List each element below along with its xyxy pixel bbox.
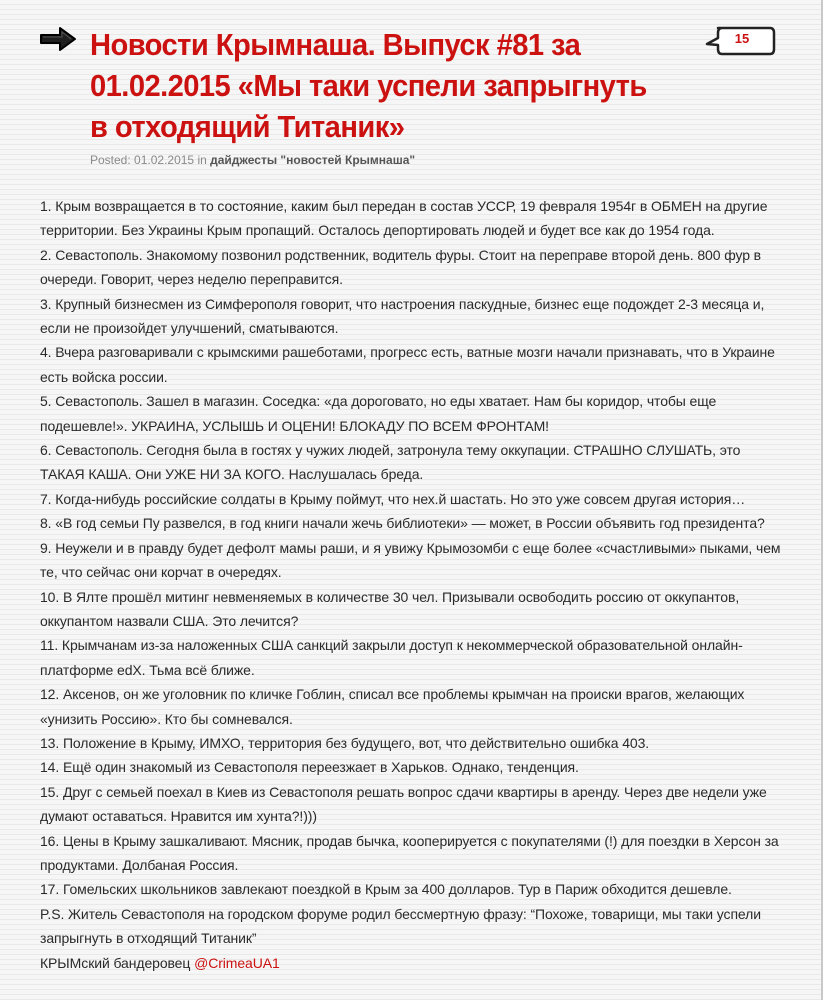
list-item: 17. Гомельских школьников завлекают поездкой в Крым за 400 долларов. Тур в Париж обходится дешевле. bbox=[40, 881, 732, 898]
post-content bbox=[40, 194, 785, 975]
post-meta bbox=[90, 153, 415, 167]
list-item: 1. Крым возвращается в то состояние, каким был передан в состав УССР, 19 февраля 1954г в ОБМЕН на другие территории. Без Украины Крым пропащий. Осталось депортировать людей и будет все как до 1954 года. bbox=[40, 198, 768, 239]
list-item: 12. Аксенов, он же уголовник по кличке Гоблин, списал все проблемы крымчан на происки врагов, желающих «унизить Россию». Кто бы сомневался. bbox=[40, 686, 745, 727]
list-item: 6. Севастополь. Сегодня была в гостях у чужих людей, затронула тему оккупации. СТРАШНО СЛУШАТЬ, это ТАКАЯ КАША. Они УЖЕ НИ ЗА КОГО. Наслушалась бреда. bbox=[40, 442, 741, 483]
posted-label: Posted: bbox=[90, 153, 131, 167]
list-item: 4. Вчера разговаривали с крымскими рашеботами, прогресс есть, ватные мозги начали признавать, что в Украине есть войска россии. bbox=[40, 344, 775, 385]
post-title[interactable]: Новости Крымнаша. Выпуск #81 за 01.02.2015 «Мы таки успели запрыгнуть в отходящий Титаник» bbox=[90, 27, 647, 144]
category-link[interactable]: дайджесты "новостей Крымнаша" bbox=[210, 153, 416, 167]
post-date: 01.02.2015 bbox=[134, 153, 195, 167]
postscript: P.S. Житель Севастополя на городском форуме родил бессмертную фразу: “Похоже, товарищи, мы таки успели запрыгнуть в отходящий Титаник” bbox=[40, 905, 761, 947]
list-item: 9. Неужели и в правду будет дефолт мамы раши, и я увижу Крымозомби с еще более «счастливыми» пыками, чем те, что сейчас они корчат в очередях. bbox=[40, 539, 781, 581]
list-item: 2. Севастополь. Знакомому позвонил родственник, водитель фуры. Стоит на переправе второй день. 800 фур в очереди. Говорит, через неделю переправится. bbox=[40, 246, 762, 288]
comment-count: 15 bbox=[734, 31, 750, 46]
list-item: 8. «В год семьи Пу развелся, в год книги начали жечь библиотеки» — может, в России объявить год президента? bbox=[40, 515, 765, 532]
list-item: 13. Положение в Крыму, ИМХО, территория без будущего, вот, что действительно ошибка 403. bbox=[40, 734, 650, 751]
author-twitter-link[interactable]: @CrimeaUA1 bbox=[194, 954, 280, 971]
list-item: 14. Ещё один знакомый из Севастополя переезжает в Харьков. Однако, тенденция. bbox=[40, 759, 579, 776]
comment-count-badge[interactable] bbox=[704, 25, 776, 63]
in-label: in bbox=[197, 153, 207, 167]
list-item: 15. Друг с семьей поехал в Киев из Севастополя решать вопрос сдачи квартиры в аренду. Через две недели уже думают оставаться. Нравится им хунта?!))) bbox=[40, 783, 767, 825]
list-item: 7. Когда-нибудь российские солдаты в Крыму поймут, что нех.й шастать. Но это уже совсем другая история… bbox=[40, 490, 746, 507]
signature-text: КРЫМский бандеровец bbox=[40, 954, 191, 971]
list-item: 5. Севастополь. Зашел в магазин. Соседка: «да дороговато, но еды хватает. Нам бы коридор, чтобы еще подешевле!». УКРАИНА, УСЛЫШЬ И ОЦЕНИ! БЛОКАДУ ПО ВСЕМ ФРОНТАМ! bbox=[40, 393, 717, 434]
list-item: 16. Цены в Крыму зашкаливают. Мясник, продав бычка, кооперируется с покупателями (!) для поездки в Херсон за продуктами. Долбаная Россия. bbox=[40, 832, 779, 873]
list-item: 11. Крымчанам из-за наложенных США санкций закрыли доступ к некоммерческой образовательной онлайн-платформе edX. Тьма всё ближе. bbox=[40, 637, 743, 678]
list-item: 3. Крупный бизнесмен из Симферополя говорит, что настроения паскудные, бизнес еще подождет 2-3 месяца и, если не произойдет улучшений, сматываются. bbox=[40, 295, 765, 337]
signature bbox=[40, 951, 785, 975]
list-item: 10. В Ялте прошёл митинг невменяемых в количестве 30 чел. Призывали освободить россию от оккупантов, оккупантом назвали США. Это лечится? bbox=[40, 588, 740, 629]
arrow-right-icon bbox=[38, 26, 78, 52]
